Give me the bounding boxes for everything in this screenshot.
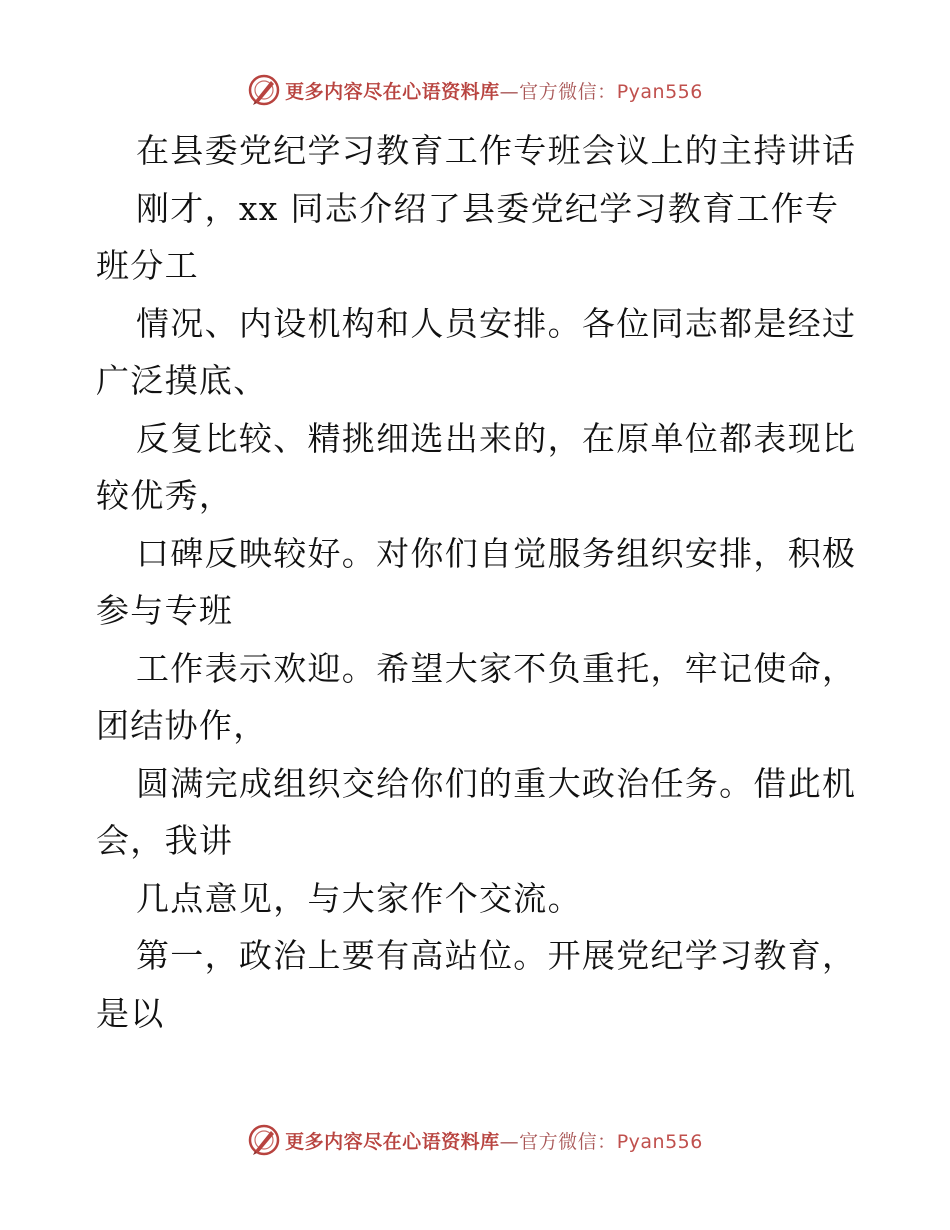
footer-watermark	[0, 1120, 950, 1160]
watermark-label: 官方微信：	[519, 80, 617, 103]
text-line: 几点意见，与大家作个交流。	[136, 878, 582, 918]
text-line: 是以	[96, 993, 165, 1033]
text-line: 团结协作，	[96, 706, 268, 745]
watermark-separator: —	[499, 1130, 520, 1153]
document-body	[96, 122, 856, 1042]
watermark-main: 更多内容尽在心语资料库	[285, 80, 500, 103]
text-line: 参与专班	[96, 591, 234, 630]
watermark-account: Pyan556	[616, 80, 703, 103]
text-line: 广泛摸底、	[96, 361, 268, 400]
text-line: 在县委党纪学习教育工作专班会议上的主持讲话	[136, 131, 857, 170]
watermark-text	[285, 1127, 703, 1154]
watermark-separator: —	[499, 80, 520, 103]
watermark-label: 官方微信：	[519, 1130, 617, 1153]
watermark-text	[285, 77, 703, 104]
header-watermark	[0, 70, 950, 110]
watermark-account: Pyan556	[616, 1130, 703, 1153]
text-line: 会，我讲	[96, 821, 234, 860]
text-line: 工作表示欢迎。希望大家不负重托，牢记使命，	[136, 648, 857, 688]
text-line: 刚才，xx 同志介绍了县委党纪学习教育工作专	[136, 188, 840, 228]
quill-seal-icon	[247, 1123, 281, 1157]
text-line: 较优秀，	[96, 476, 234, 515]
text-line: 口碑反映较好。对你们自觉服务组织安排，积极	[136, 533, 857, 573]
text-line: 班分工	[96, 246, 199, 285]
quill-seal-icon	[247, 73, 281, 107]
text-line: 情况、内设机构和人员安排。各位同志都是经过	[136, 303, 857, 343]
watermark-main: 更多内容尽在心语资料库	[285, 1130, 500, 1153]
text-line: 第一，政治上要有高站位。开展党纪学习教育，	[136, 936, 857, 975]
text-line: 反复比较、精挑细选出来的，在原单位都表现比	[136, 418, 857, 458]
text-line: 圆满完成组织交给你们的重大政治任务。借此机	[136, 763, 857, 803]
